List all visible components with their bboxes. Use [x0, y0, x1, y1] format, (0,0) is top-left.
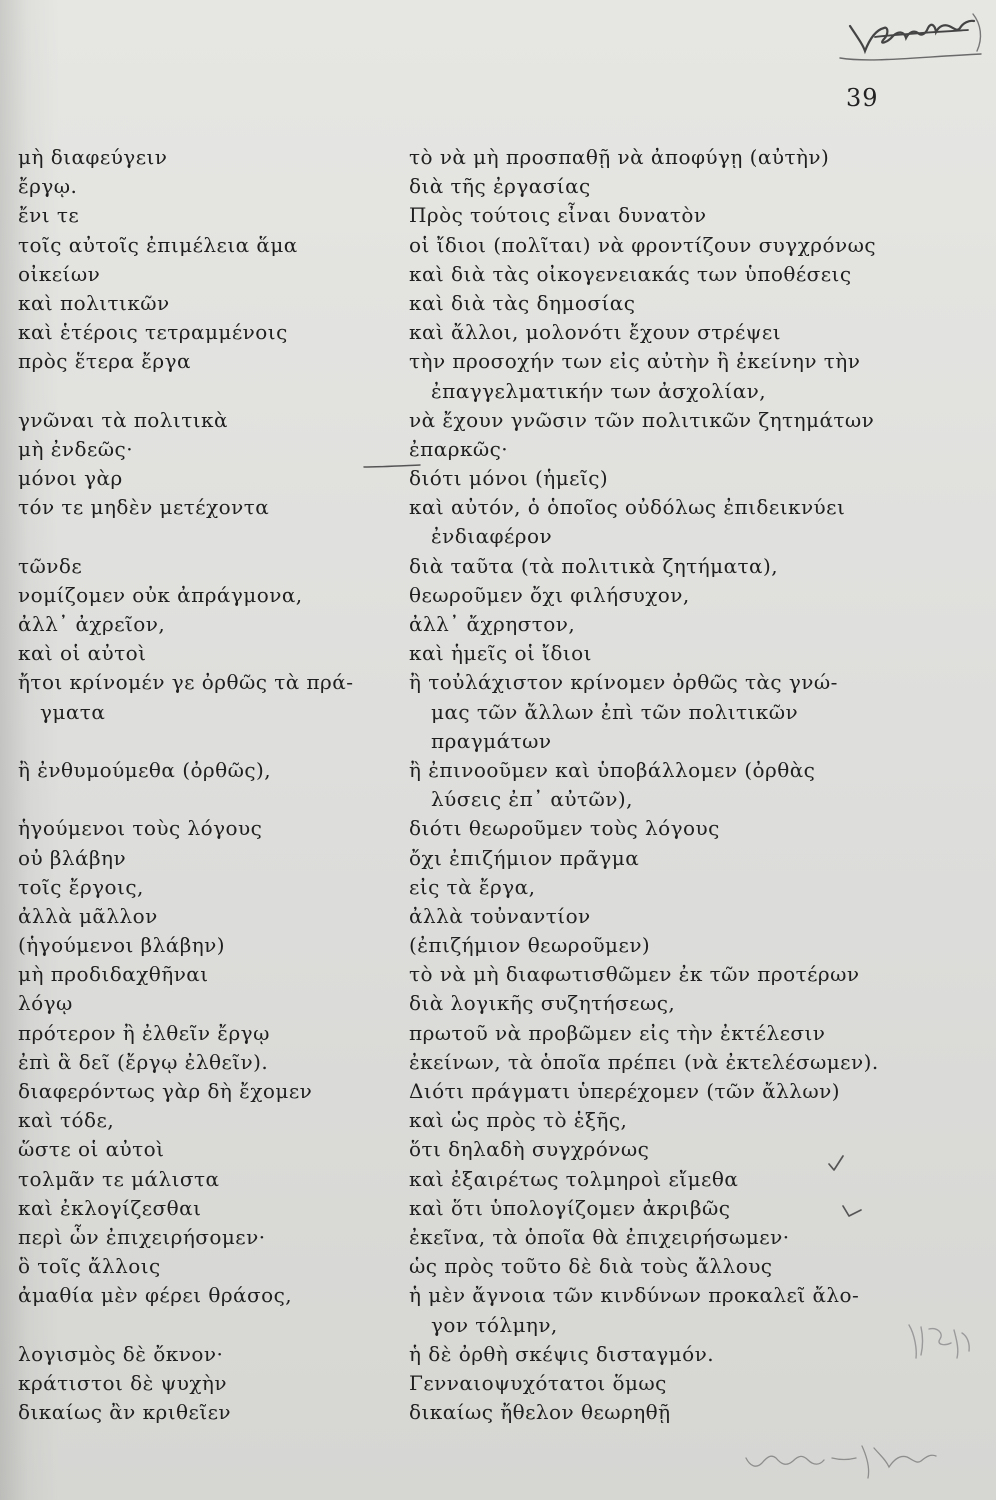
translation-line-18: καὶ ἡμεῖς οἱ ἴδιοι: [409, 641, 592, 666]
source-line-36: τολμᾶν τε μάλιστα: [18, 1166, 220, 1191]
translation-line-20: μας τῶν ἄλλων ἐπὶ τῶν πολιτικῶν: [431, 699, 799, 724]
translation-line-7: καὶ ἄλλοι, μολονότι ἔχουν στρέψει: [409, 320, 782, 345]
source-line-32: ἐπὶ ἃ δεῖ (ἔργῳ ἐλθεῖν).: [18, 1049, 269, 1074]
translation-line-1: τὸ νὰ μὴ προσπαθῇ νὰ ἀποφύγῃ (αὐτὴν): [409, 145, 830, 169]
translation-line-26: εἰς τὰ ἔργα,: [409, 874, 536, 899]
source-line-41: [18, 1311, 403, 1340]
source-line-37: καὶ ἐκλογίζεσθαι: [18, 1195, 202, 1220]
source-line-44: δικαίως ἂν κριθεῖεν: [18, 1400, 232, 1425]
translation-line-25: ὄχι ἐπιζήμιον πρᾶγμα: [409, 845, 640, 870]
translation-line-22: ἢ ἐπινοοῦμεν καὶ ὑποβάλλομεν (ὀρθὰς: [409, 757, 816, 782]
translation-line-33: Διότι πράγματι ὑπερέχομεν (τῶν ἄλλων): [409, 1079, 841, 1103]
translation-line-2: διὰ τῆς ἐργασίας: [409, 174, 591, 199]
source-line-22: ἢ ἐνθυμούμεθα (ὀρθῶς),: [18, 757, 272, 782]
translation-line-9: ἐπαγγελματικήν των ἀσχολίαν,: [431, 378, 767, 403]
translation-line-36: καὶ ἐξαιρέτως τολμηροὶ εἴμεθα: [409, 1166, 739, 1191]
translation-line-30: διὰ λογικῆς συζητήσεως,: [409, 991, 676, 1016]
source-line-28: (ἡγούμενοι βλάβην): [18, 933, 226, 958]
translation-line-11: ἐπαρκῶς·: [409, 436, 509, 461]
source-line-40: ἀμαθία μὲν φέρει θράσος,: [18, 1283, 293, 1308]
source-line-23: [18, 785, 403, 814]
source-line-19: ἤτοι κρίνομέν γε ὀρθῶς τὰ πρά-: [18, 670, 354, 695]
translation-line-37: καὶ ὅτι ὑπολογίζομεν ἀκριβῶς: [409, 1195, 731, 1220]
translation-line-27: ἀλλὰ τοὐναντίον: [409, 903, 591, 928]
source-line-10: γνῶναι τὰ πολιτικὰ: [18, 407, 228, 432]
source-line-2: ἔργῳ.: [18, 174, 78, 199]
translation-line-39: ὡς πρὸς τοῦτο δὲ διὰ τοὺς ἄλλους: [409, 1254, 773, 1279]
source-line-4: τοῖς αὐτοῖς ἐπιμέλεια ἅμα: [18, 232, 298, 257]
translation-line-42: ἡ δὲ ὀρθὴ σκέψις δισταγμόν.: [409, 1341, 715, 1366]
source-line-5: οἰκείων: [18, 261, 101, 286]
source-line-15: τῶνδε: [18, 553, 83, 578]
translation-line-15: διὰ ταῦτα (τὰ πολιτικὰ ζητήματα),: [409, 553, 779, 578]
source-line-14: [18, 522, 403, 551]
source-line-16: νομίζομεν οὐκ ἀπράγμονα,: [18, 582, 303, 607]
translation-line-4: οἱ ἴδιοι (πολῖται) νὰ φροντίζουν συγχρόνως: [409, 232, 876, 257]
translation-line-44: δικαίως ἤθελον θεωρηθῇ: [409, 1400, 671, 1425]
source-line-11: μὴ ἐνδεῶς·: [18, 436, 133, 461]
source-line-25: οὐ βλάβην: [18, 845, 127, 870]
source-line-38: περὶ ὧν ἐπιχειρήσομεν·: [18, 1224, 266, 1249]
translation-line-29: τὸ νὰ μὴ διαφωτισθῶμεν ἐκ τῶν προτέρων: [409, 962, 860, 987]
translation-line-5: καὶ διὰ τὰς οἰκογενειακάς των ὑποθέσεις: [409, 261, 852, 286]
translation-line-24: διότι θεωροῦμεν τοὺς λόγους: [409, 816, 720, 841]
translation-line-21: πραγμάτων: [431, 728, 552, 753]
translation-line-38: ἐκεῖνα, τὰ ὁποῖα θὰ ἐπιχειρήσωμεν·: [409, 1224, 790, 1249]
translation-line-12: διότι μόνοι (ἡμεῖς): [409, 466, 609, 491]
source-line-27: ἀλλὰ μᾶλλον: [18, 903, 158, 928]
translation-line-19: ἢ τοὐλάχιστον κρίνομεν ὀρθῶς τὰς γνώ-: [409, 670, 838, 695]
source-line-13: τόν τε μηδὲν μετέχοντα: [18, 495, 270, 520]
source-line-42: λογισμὸς δὲ ὄκνον·: [18, 1341, 224, 1366]
source-line-33: διαφερόντως γὰρ δὴ ἔχομεν: [18, 1079, 313, 1103]
source-line-34: καὶ τόδε,: [18, 1108, 115, 1133]
source-line-6: καὶ πολιτικῶν: [18, 290, 170, 315]
translation-line-28: (ἐπιζήμιον θεωροῦμεν): [409, 933, 651, 958]
translation-line-13: καὶ αὐτόν, ὁ ὁποῖος οὐδόλως ἐπιδεικνύει: [409, 495, 846, 520]
translation-line-14: ἐνδιαφέρον: [431, 524, 553, 549]
source-line-21: [18, 727, 403, 756]
source-line-31: πρότερον ἢ ἐλθεῖν ἔργῳ: [18, 1020, 270, 1045]
translation-line-10: νὰ ἔχουν γνῶσιν τῶν πολιτικῶν ζητημάτων: [409, 407, 875, 432]
source-line-3: ἔνι τε: [18, 203, 80, 228]
source-line-1: μὴ διαφεύγειν: [18, 145, 168, 169]
translation-line-40: ἡ μὲν ἄγνοια τῶν κινδύνων προκαλεῖ ἄλο-: [409, 1283, 860, 1308]
source-line-18: καὶ οἱ αὐτοὶ: [18, 641, 147, 666]
translation-line-8: τὴν προσοχήν των εἰς αὐτὴν ἢ ἐκείνην τὴν: [409, 349, 861, 374]
source-line-24: ἡγούμενοι τοὺς λόγους: [18, 816, 263, 841]
translation-line-43: Γενναιοψυχότατοι ὅμως: [409, 1370, 667, 1395]
source-line-35: ὥστε οἱ αὐτοὶ: [18, 1137, 165, 1162]
translation-line-17: ἀλλ᾽ ἄχρηστον,: [409, 612, 576, 636]
translation-line-32: ἐκείνων, τὰ ὁποῖα πρέπει (νὰ ἐκτελέσωμεν).: [409, 1049, 879, 1074]
translation-line-23: λύσεις ἐπ᾽ αὐτῶν),: [431, 787, 633, 812]
source-line-39: ὃ τοῖς ἄλλοις: [18, 1254, 161, 1279]
translation-line-34: καὶ ὡς πρὸς τὸ ἑξῆς,: [409, 1108, 628, 1133]
translation-line-16: θεωροῦμεν ὄχι φιλήσυχον,: [409, 582, 690, 607]
source-line-26: τοῖς ἔργοις,: [18, 874, 144, 899]
modern-greek-translation-column: [409, 143, 984, 1427]
source-line-12: μόνοι γὰρ: [18, 466, 123, 491]
page-number: 39: [846, 84, 879, 112]
translation-line-41: γον τόλμην,: [431, 1312, 558, 1337]
source-line-17: ἀλλ᾽ ἀχρεῖον,: [18, 612, 166, 636]
handwritten-signature-icon: [836, 8, 986, 68]
source-line-30: λόγῳ: [18, 991, 73, 1016]
greek-source-column: [18, 143, 403, 1427]
translation-line-3: Πρὸς τούτοις εἶναι δυνατὸν: [409, 203, 707, 228]
source-line-9: [18, 377, 403, 406]
handwritten-footnote-icon: [740, 1430, 940, 1490]
source-line-43: κράτιστοι δὲ ψυχὴν: [18, 1370, 227, 1395]
translation-line-35: ὅτι δηλαδὴ συγχρόνως: [409, 1137, 650, 1162]
translation-line-6: καὶ διὰ τὰς δημοσίας: [409, 290, 636, 315]
source-line-8: πρὸς ἕτερα ἔργα: [18, 349, 191, 374]
translation-line-31: πρωτοῦ νὰ προβῶμεν εἰς τὴν ἐκτέλεσιν: [409, 1020, 826, 1045]
source-line-20: γματα: [40, 699, 106, 724]
source-line-29: μὴ προδιδαχθῆναι: [18, 962, 209, 987]
source-line-7: καὶ ἑτέροις τετραμμένοις: [18, 320, 288, 345]
